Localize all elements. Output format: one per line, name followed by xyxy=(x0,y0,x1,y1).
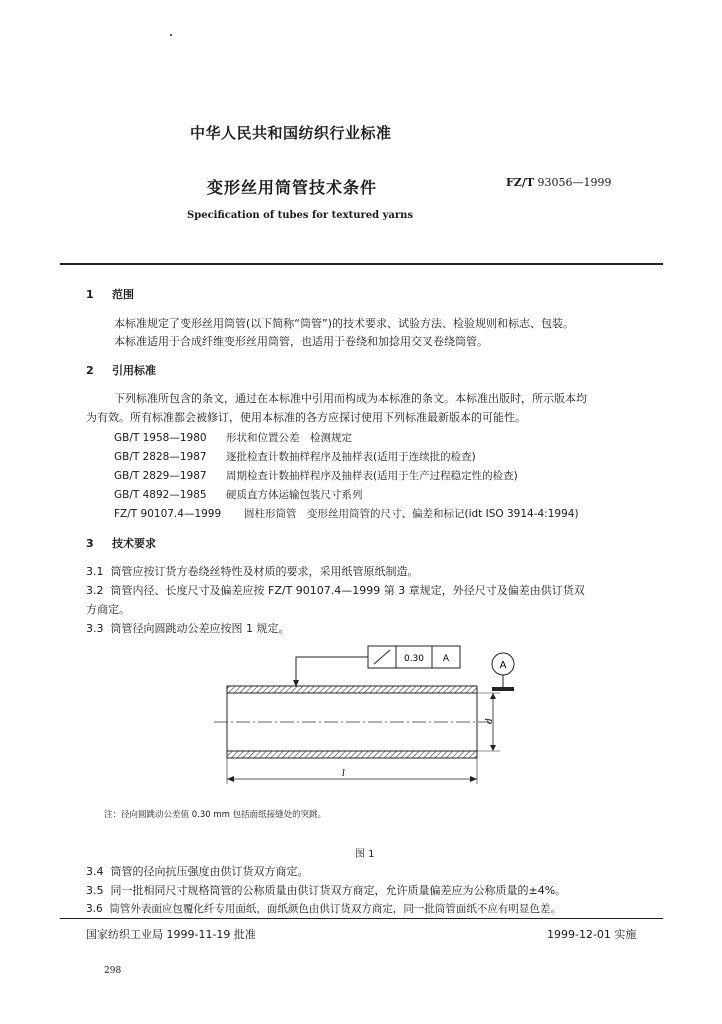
issuing-organization: 中华人民共和国纺织行业标准 xyxy=(190,124,392,142)
datum-circle-label: A xyxy=(499,660,507,671)
clause-3-6: 3.6 筒管外表面应包覆化纤专用面纸，面纸颜色由供订货双方商定，同一批筒管面纸不应有明显色差。 xyxy=(86,903,561,915)
dimension-l-label: l xyxy=(342,769,345,779)
reference-item: FZ/T 90107.4—1999 圆柱形筒管 变形丝用筒管的尺寸、偏差和标记(idt ISO 3914-4:1994) xyxy=(114,508,579,520)
figure-1-tube-drawing xyxy=(200,636,530,796)
clause-3-2-line-2: 方商定。 xyxy=(86,603,130,616)
figure-caption: 图 1 xyxy=(355,849,375,860)
clause-3-1: 3.1 筒管应按订货方卷绕丝特性及材质的要求，采用纸管原纸制造。 xyxy=(86,565,419,578)
reference-item: GB/T 1958—1980 形状和位置公差 检测规定 xyxy=(114,432,352,444)
datum-bar xyxy=(492,687,514,691)
tolerance-frame xyxy=(368,646,460,668)
reference-item: GB/T 2828—1987 逐批检查计数抽样程序及抽样表(适用于连续批的检查) xyxy=(114,451,476,463)
reference-item: GB/T 4892—1985 硬质直方体运输包装尺寸系列 xyxy=(114,489,363,501)
code-number: 93056—1999 xyxy=(537,176,612,189)
reference-item: GB/T 2829—1987 周期检查计数抽样程序及抽样表(适用于生产过程稳定性的检查) xyxy=(114,470,518,482)
section-1-heading: 1 范围 xyxy=(86,288,134,301)
clause-3-4: 3.4 筒管的径向抗压强度由供订货双方商定。 xyxy=(86,865,309,878)
tolerance-value: 0.30 xyxy=(403,654,425,664)
clause-3-2-line-1: 3.2 筒管内径、长度尺寸及偏差应按 FZ/T 90107.4—1999 第 3 章规定，外径尺寸及偏差由供订货双 xyxy=(86,584,585,597)
footer-rule xyxy=(60,918,663,919)
leader-line xyxy=(296,657,368,686)
section-3-heading: 3 技术要求 xyxy=(86,537,156,550)
page-number: 298 xyxy=(104,966,122,976)
clause-3-5: 3.5 同一批相同尺寸规格筒管的公称质量由供订货双方商定，允许质量偏差应为公称质量的±4%。 xyxy=(86,884,567,897)
code-prefix: FZ/T xyxy=(506,176,535,189)
header-rule xyxy=(60,263,663,265)
tube-top-wall xyxy=(227,686,477,693)
tube-bottom-wall xyxy=(227,751,477,758)
clause-3-3: 3.3 筒管径向圆跳动公差应按图 1 规定。 xyxy=(86,622,290,635)
approval-statement: 国家纺织工业局 1999-11-19 批准 xyxy=(86,928,256,941)
dimension-d-label: d xyxy=(485,718,495,724)
section-1-paragraph-1: 本标准规定了变形丝用筒管(以下简称“筒管”)的技术要求、试验方法、检验规则和标志、包装。 xyxy=(114,317,574,330)
section-2-heading: 2 引用标准 xyxy=(86,364,156,377)
section-2-paragraph-line-2: 为有效。所有标准都会被修订，使用本标准的各方应探讨使用下列标准最新版本的可能性。 xyxy=(86,411,526,424)
datum-letter: A xyxy=(442,654,450,664)
english-subtitle: Specification of tubes for textured yarns xyxy=(187,210,414,221)
runout-symbol-icon xyxy=(374,650,390,664)
effective-date: 1999-12-01 实施 xyxy=(547,928,637,941)
section-1-paragraph-2: 本标准适用于合成纤维变形丝用筒管，也适用于卷绕和加捻用交叉卷绕筒管。 xyxy=(114,335,488,348)
section-2-paragraph-line-1: 下列标准所包含的条文，通过在本标准中引用而构成为本标准的条文。本标准出版时，所示版本均 xyxy=(114,392,587,405)
document-title: 变形丝用筒管技术条件 xyxy=(207,178,378,197)
figure-note: 注：径向圆跳动公差值 0.30 mm 包括面纸接缝处的突跳。 xyxy=(104,810,327,820)
scan-speck xyxy=(170,34,172,36)
standard-code xyxy=(506,176,612,189)
